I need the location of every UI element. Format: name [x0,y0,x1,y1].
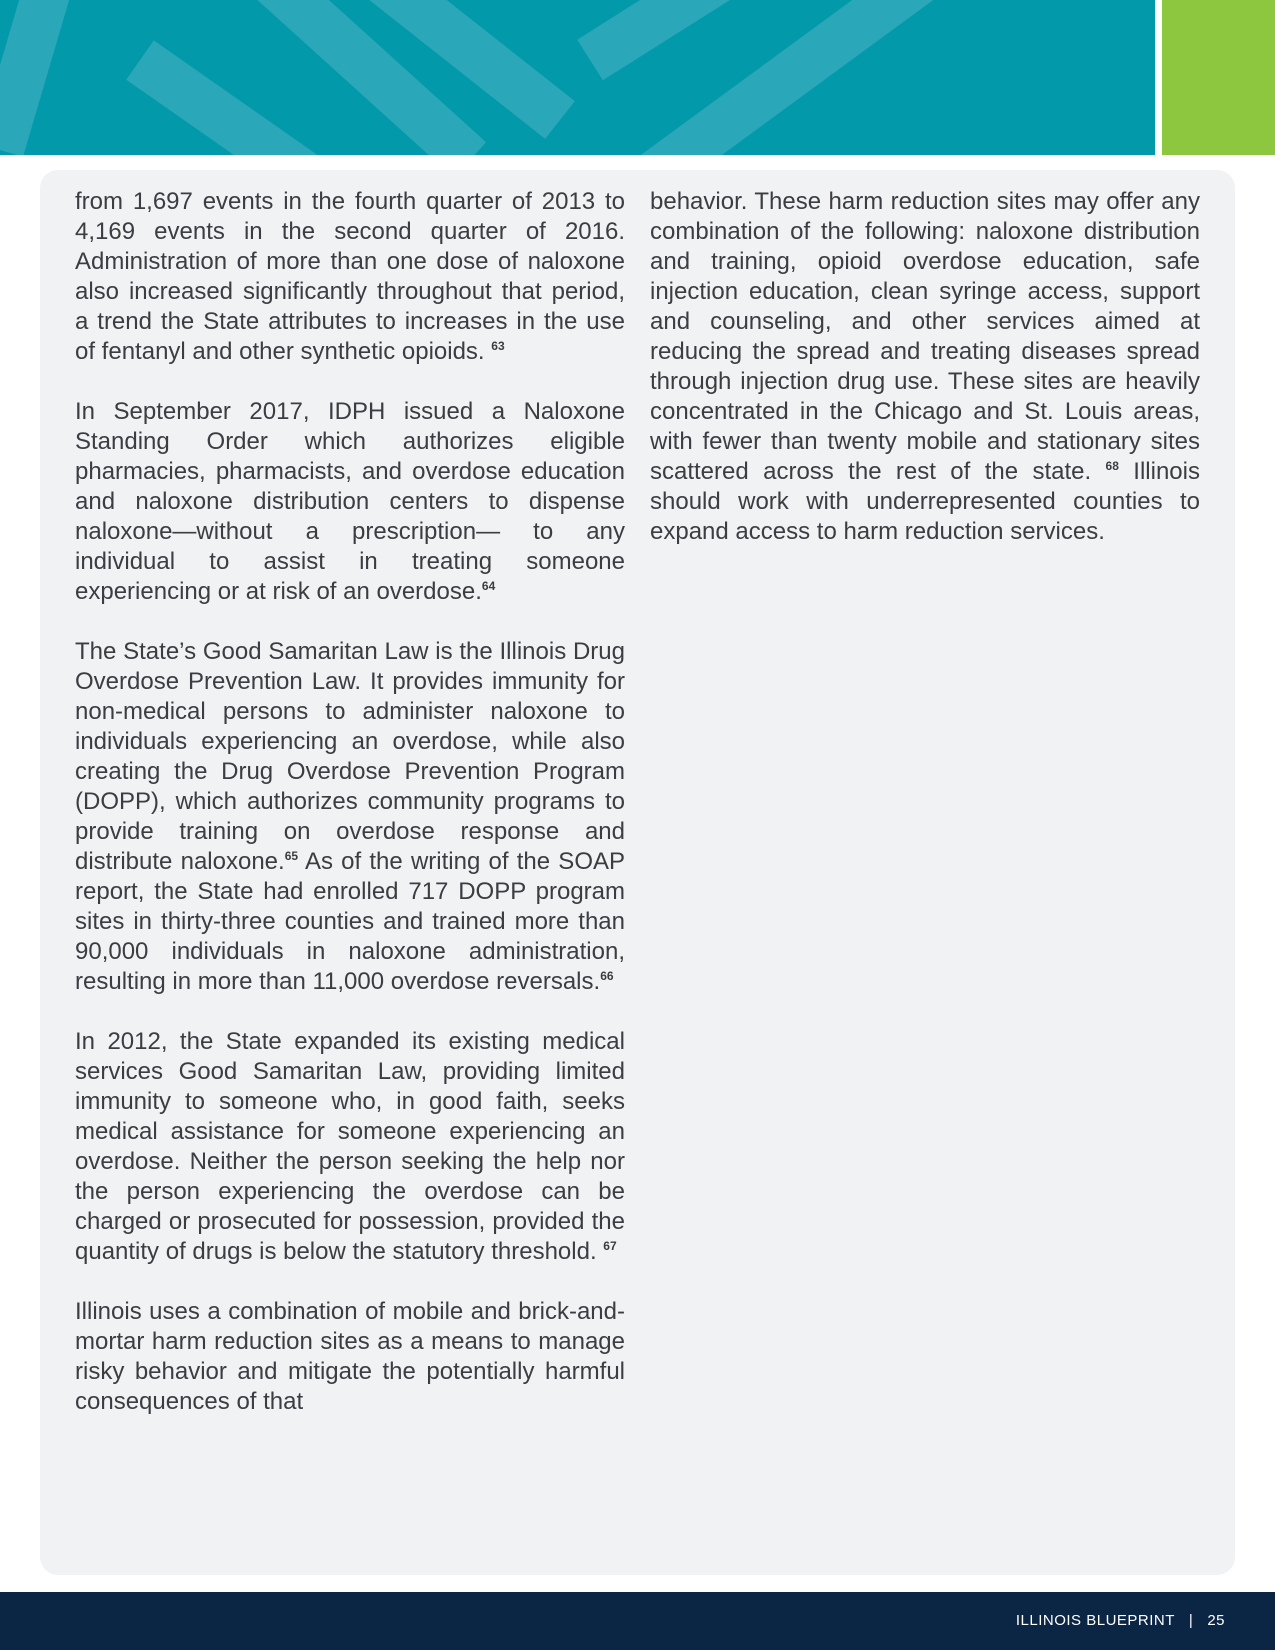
footnote-ref: 64 [481,579,496,593]
footnote-ref: 65 [284,849,299,863]
paragraph-text: The State’s Good Samaritan Law is the Illinois Drug Overdose Prevention Law. It provides immunity for non-medical persons to administer naloxone to individuals experiencing an overdose, while also creating the Drug Overdose Prevention Program (DOPP), which authorizes community programs to provide training on overdose response and distribute naloxone. [75,638,625,875]
footnote-ref: 68 [1105,459,1119,473]
page-footer [0,1592,1275,1650]
paragraph [75,1027,625,1267]
footer-text [1016,1612,1225,1629]
paragraph-text: In September 2017, IDPH issued a Naloxone Standing Order which authorizes eligible pharmacies, pharmacists, and overdose education and naloxone distribution centers to dispense naloxone—without a prescription— to any individual to assist in treating someone experiencing or at risk of an overdose. [75,398,625,605]
page-number: 25 [1207,1612,1225,1629]
header-banner [0,0,1155,155]
paragraph [75,637,625,997]
footnote-ref: 66 [600,969,614,983]
paragraph [75,187,625,367]
accent-block [1162,0,1275,155]
banner-pattern [0,0,1155,155]
publication-title: ILLINOIS BLUEPRINT [1015,1612,1175,1629]
paragraph-text: As of the writing of the SOAP report, the State had enrolled 717 DOPP program sites in thirty-three counties and trained more than 90,000 individuals in naloxone administration, resulting in more than 11,000 overdose reversals. [75,848,625,995]
paragraph-text: In 2012, the State expanded its existing medical services Good Samaritan Law, providing limited immunity to someone who, in good faith, seeks medical assistance for someone experiencing an overdose. Neither the person seeking the help nor the person experiencing the overdose can be charged or prosecuted for possession, provided the quantity of drugs is below the statutory threshold. [75,1028,625,1265]
footer-separator: | [1188,1612,1194,1629]
paragraph [75,397,625,607]
paragraph [650,187,1200,547]
footnote-ref: 67 [603,1239,617,1253]
paragraph-text: Illinois uses a combination of mobile and brick-and-mortar harm reduction sites as a means to manage risky behavior and mitigate the potentially harmful consequences of that [75,1298,625,1415]
left-column [75,187,625,1447]
paragraph-text: Illinois should work with underrepresented counties to expand access to harm reduction services. [650,458,1200,545]
paragraph-text: behavior. These harm reduction sites may offer any combination of the following: naloxone distribution and training, opioid overdose education, safe injection education, clean syringe access, support and counseling, and other services aimed at reducing the spread and treating diseases spread through injection drug use. These sites are heavily concentrated in the Chicago and St. Louis areas, with fewer than twenty mobile and stationary sites scattered across the rest of the state. [650,188,1200,485]
paragraph [75,1297,625,1417]
right-column [650,187,1200,577]
footnote-ref: 63 [491,339,505,353]
paragraph-text: from 1,697 events in the fourth quarter of 2013 to 4,169 events in the second quarter of 2016. Administration of more than one dose of naloxone also increased significantly throughout that period, a trend the State attributes to increases in the use of fentanyl and other synthetic opioids. [75,188,625,365]
